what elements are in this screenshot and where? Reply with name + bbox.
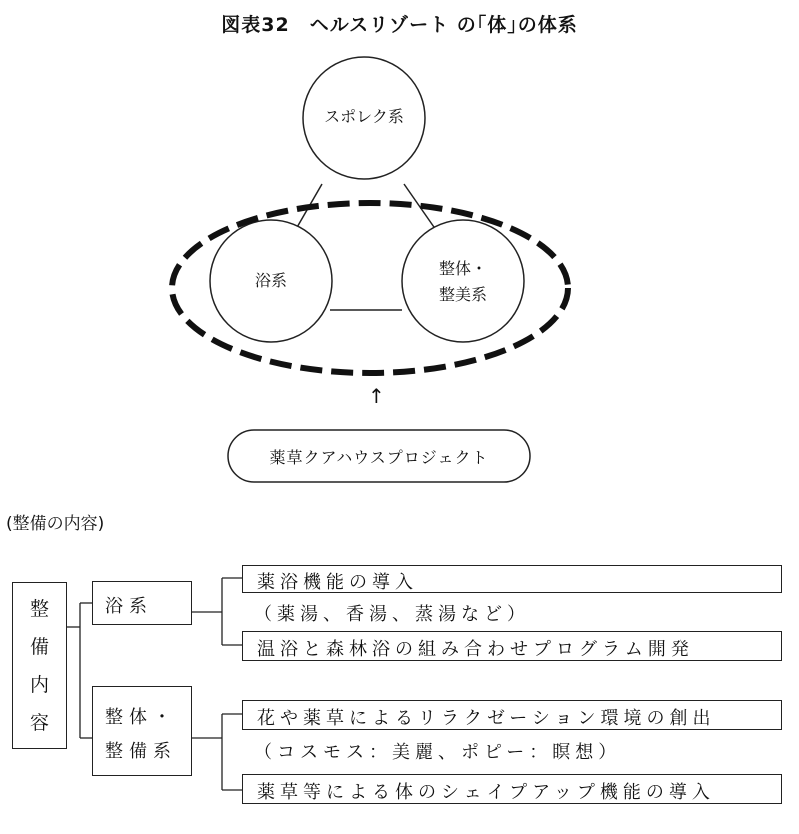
category-seitai-label-line1: 整体・	[105, 707, 177, 728]
item-text: 温浴と森林浴の組み合わせプログラム開発	[257, 639, 694, 660]
item-box	[242, 774, 782, 804]
root-char: 内	[29, 674, 49, 696]
item-note: （コスモス：美麗、ポピー：瞑想）	[254, 742, 622, 763]
category-bath-box	[92, 581, 192, 625]
item-text: 薬草等による体のシェイプアップ機能の導入	[257, 782, 715, 803]
circle-seitai-label-line1: 整体・	[438, 259, 487, 278]
circle-bath-label: 浴系	[254, 271, 287, 290]
root-char: 容	[29, 712, 49, 734]
root-char: 備	[29, 636, 49, 658]
item-text: 花や薬草によるリラクゼーション環境の創出	[257, 708, 716, 729]
item-box	[242, 700, 782, 730]
category-bath-label: 浴系	[105, 596, 153, 617]
project-label: 薬草クアハウスプロジェクト	[269, 448, 489, 467]
item-box	[242, 565, 782, 593]
circle-seitai-label	[403, 256, 523, 308]
diagram-title: 図表32 ヘルスリゾート の｢体｣の体系	[221, 14, 578, 36]
section-label: (整備の内容)	[6, 514, 105, 534]
category-seitai-label-line2: 整備系	[105, 741, 177, 762]
category-seitai-box	[92, 686, 192, 776]
root-box	[12, 582, 67, 749]
circle-seitai-label-line2: 整美系	[438, 285, 487, 304]
item-note: （薬湯、香湯、蒸湯など）	[254, 604, 530, 625]
root-char: 整	[29, 598, 49, 620]
up-arrow-icon: ↑	[368, 384, 385, 408]
item-text: 薬浴機能の導入	[257, 572, 418, 593]
item-box	[242, 631, 782, 661]
circle-sports-rec-label: スポレク系	[324, 107, 404, 126]
